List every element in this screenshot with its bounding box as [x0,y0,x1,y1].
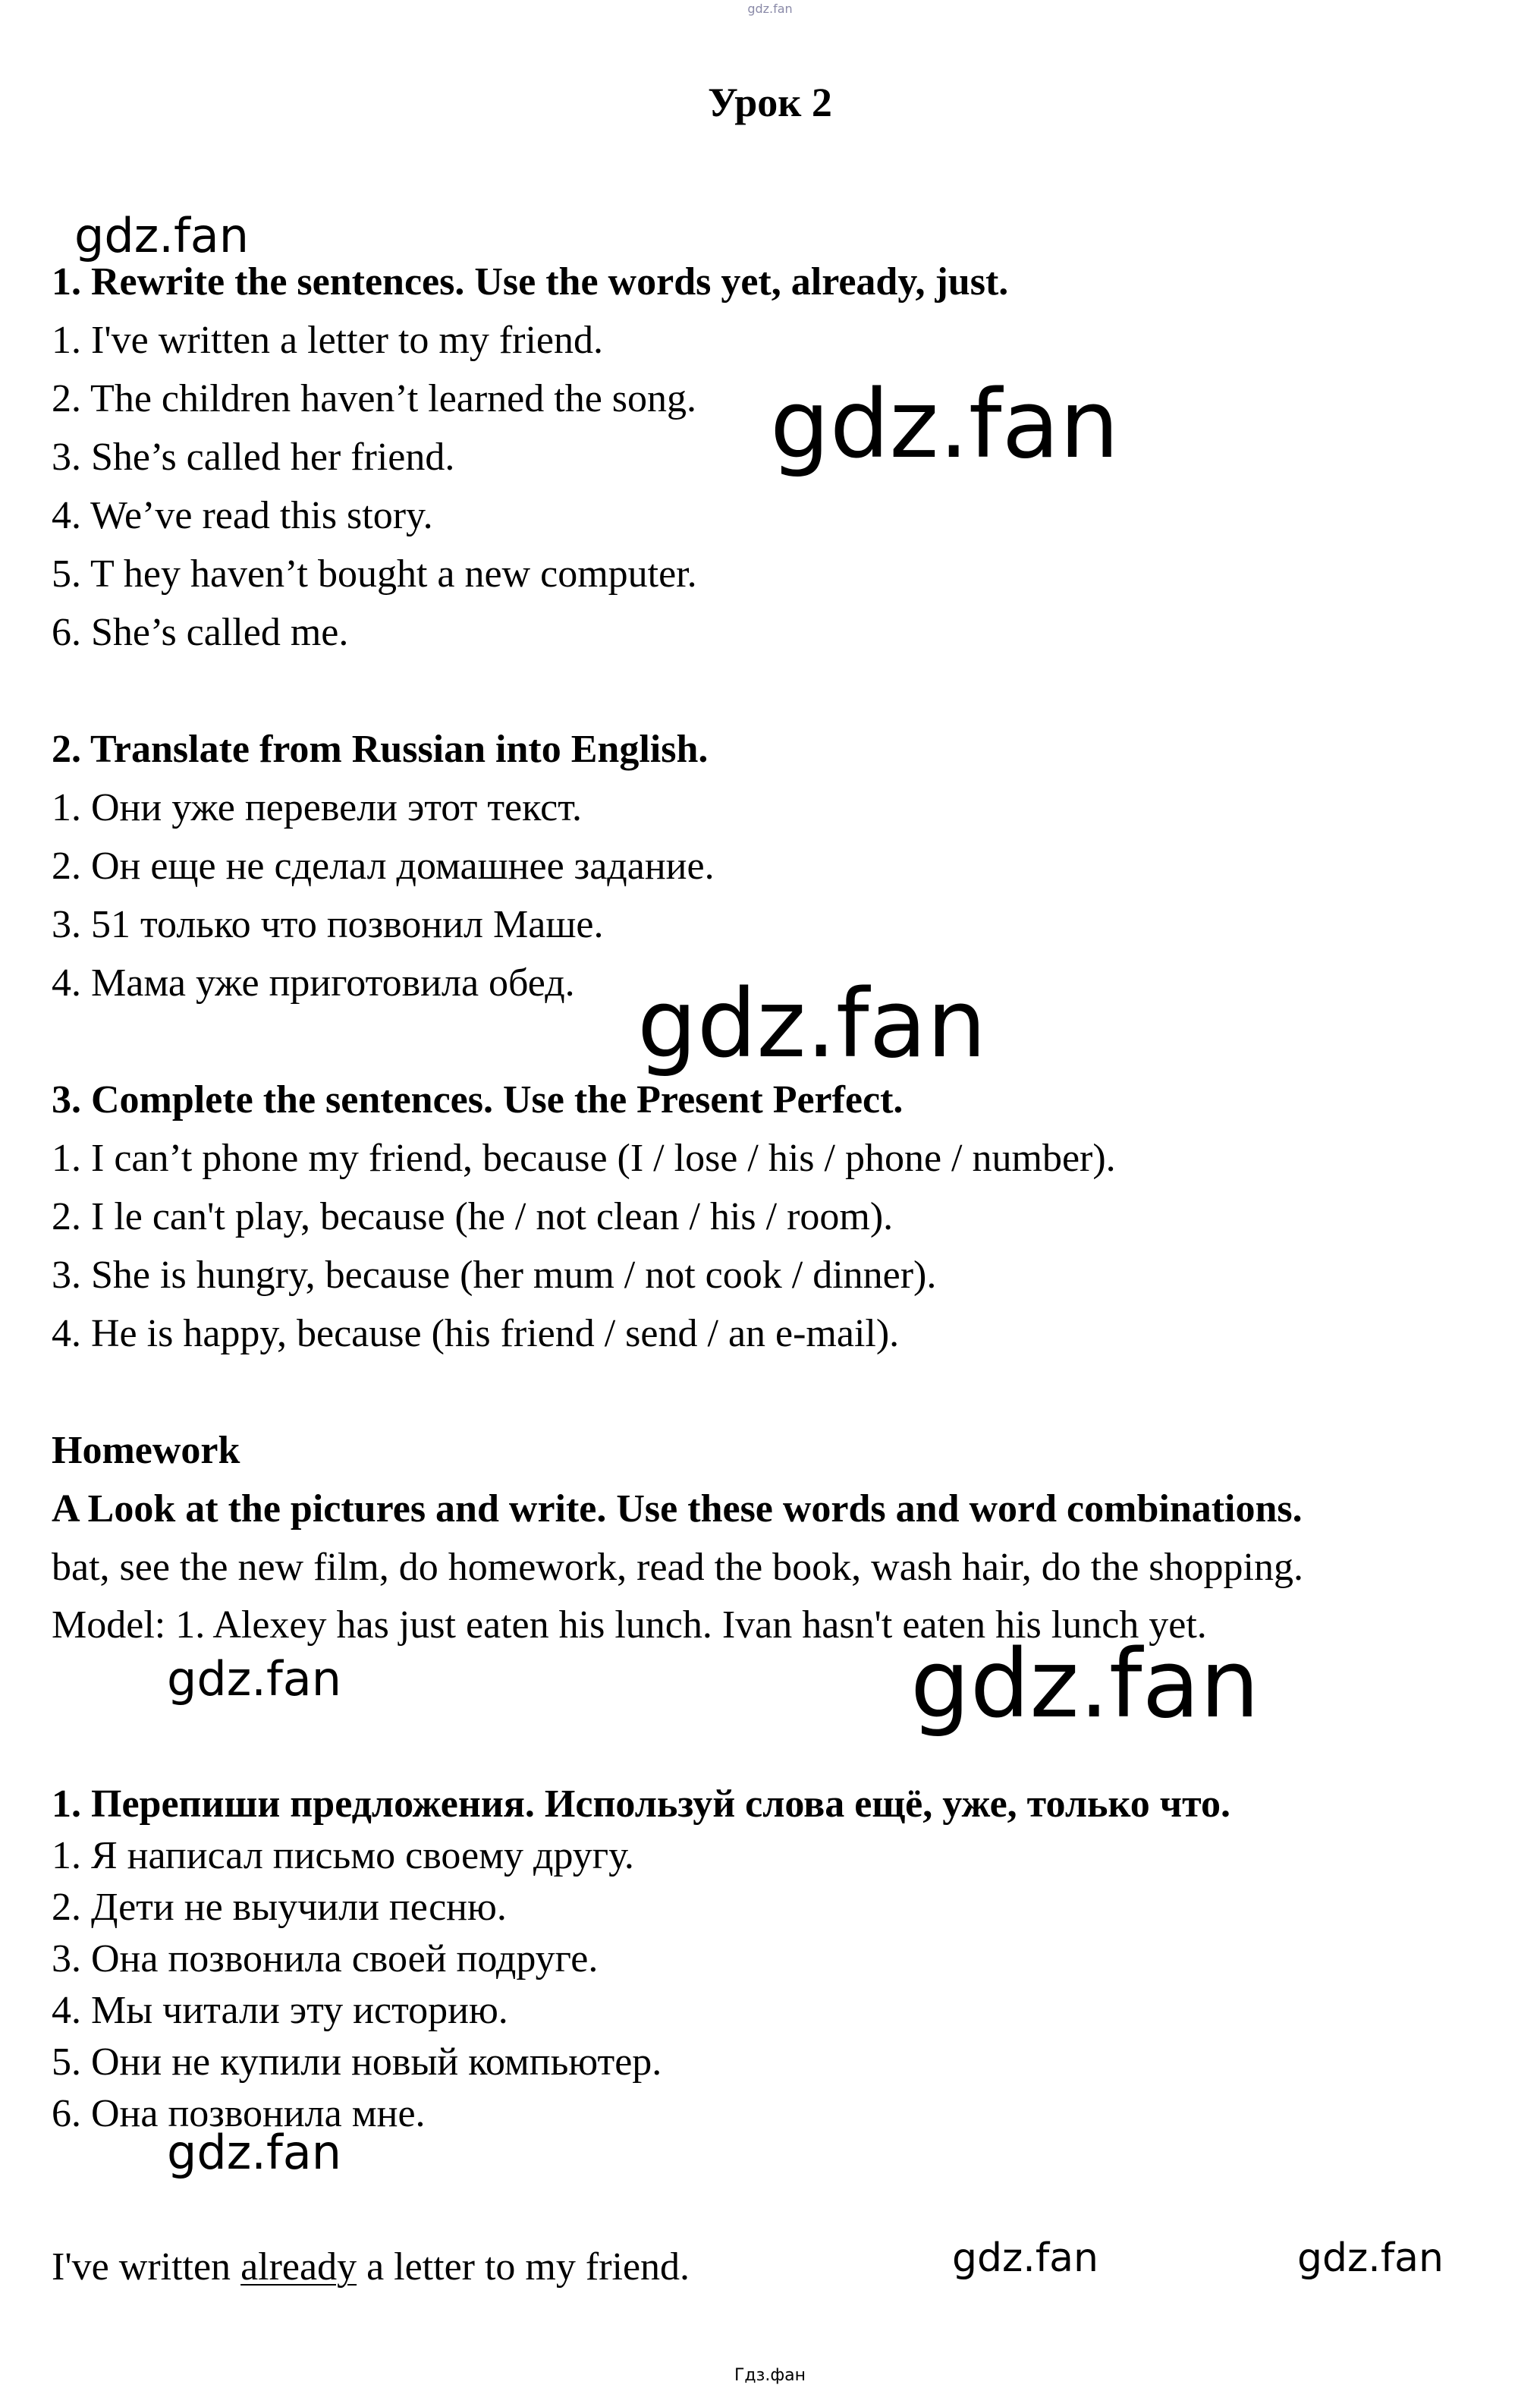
watermark: gdz.fan [167,1651,342,1707]
section1-heading: 1. Rewrite the sentences. Use the words yet, already, just. [52,260,1009,304]
watermark: gdz.fan [770,370,1120,480]
list-item: 2. Он еще не сделал домашнее задание. [52,845,715,888]
list-item: 3. She’s called her friend. [52,436,455,479]
list-item: 2. The children haven’t learned the song. [52,377,697,420]
answer-text-after: a letter to my friend. [357,2245,690,2289]
list-item: 4. He is happy, because (his friend / send / an e-mail). [52,1312,900,1355]
list-item: 3. She is hungry, because (her mum / not cook / dinner). [52,1254,937,1297]
section2-heading: 2. Translate from Russian into English. [52,728,709,771]
homework-words: bat, see the new film, do homework, read the book, wash hair, do the shopping. [52,1546,1303,1589]
list-item: 4. Мама уже приготовила обед. [52,961,575,1005]
list-item: 3. Она позвонила своей подруге. [52,1937,599,1980]
watermark: gdz.fan [74,208,250,263]
footer-watermark: Гдз.фан [734,2366,806,2385]
list-item: 4. We’ve read this story. [52,494,433,537]
watermark: gdz.fan [910,1630,1260,1739]
watermark: gdz.fan [167,2125,342,2180]
list-item: 5. T hey haven’t bought a new computer. [52,552,697,596]
list-item: 1. I can’t phone my friend, because (I / lose / his / phone / number). [52,1137,1116,1180]
list-item: 1. I've written a letter to my friend. [52,319,604,362]
translation-heading: 1. Перепиши предложения. Используй слова ещё, уже, только что. [52,1782,1230,1826]
homework-heading: Homework [52,1429,240,1472]
list-item: 4. Мы читали эту историю. [52,1989,508,2032]
homework-task: A Look at the pictures and write. Use these words and word combinations. [52,1487,1303,1531]
list-item: 2. Дети не выучили песню. [52,1886,507,1929]
list-item: 1. Они уже перевели этот текст. [52,786,583,829]
list-item: 3. 51 только что позвонил Маше. [52,903,604,946]
homework-model: Model: 1. Alexey has just eaten his lunch. Ivan hasn't eaten his lunch yet. [52,1603,1207,1647]
list-item: 2. I le can't play, because (he / not clean / his / room). [52,1195,894,1238]
list-item: 6. She’s called me. [52,611,349,654]
list-item: 6. Она позвонила мне. [52,2092,426,2135]
header-watermark: gdz.fan [747,2,793,16]
list-item: 1. Я написал письмо своему другу. [52,1834,634,1877]
section3-heading: 3. Complete the sentences. Use the Present Perfect. [52,1078,904,1122]
answer-text-before: I've written [52,2245,241,2289]
watermark: gdz.fan [637,970,987,1079]
answer-sentence [52,2245,690,2290]
list-item: 5. Они не купили новый компьютер. [52,2040,662,2084]
watermark: gdz.fan [952,2235,1098,2281]
page-title: Урок 2 [708,80,832,125]
watermark: gdz.fan [1297,2235,1444,2281]
answer-underlined-word: already [240,2245,357,2289]
